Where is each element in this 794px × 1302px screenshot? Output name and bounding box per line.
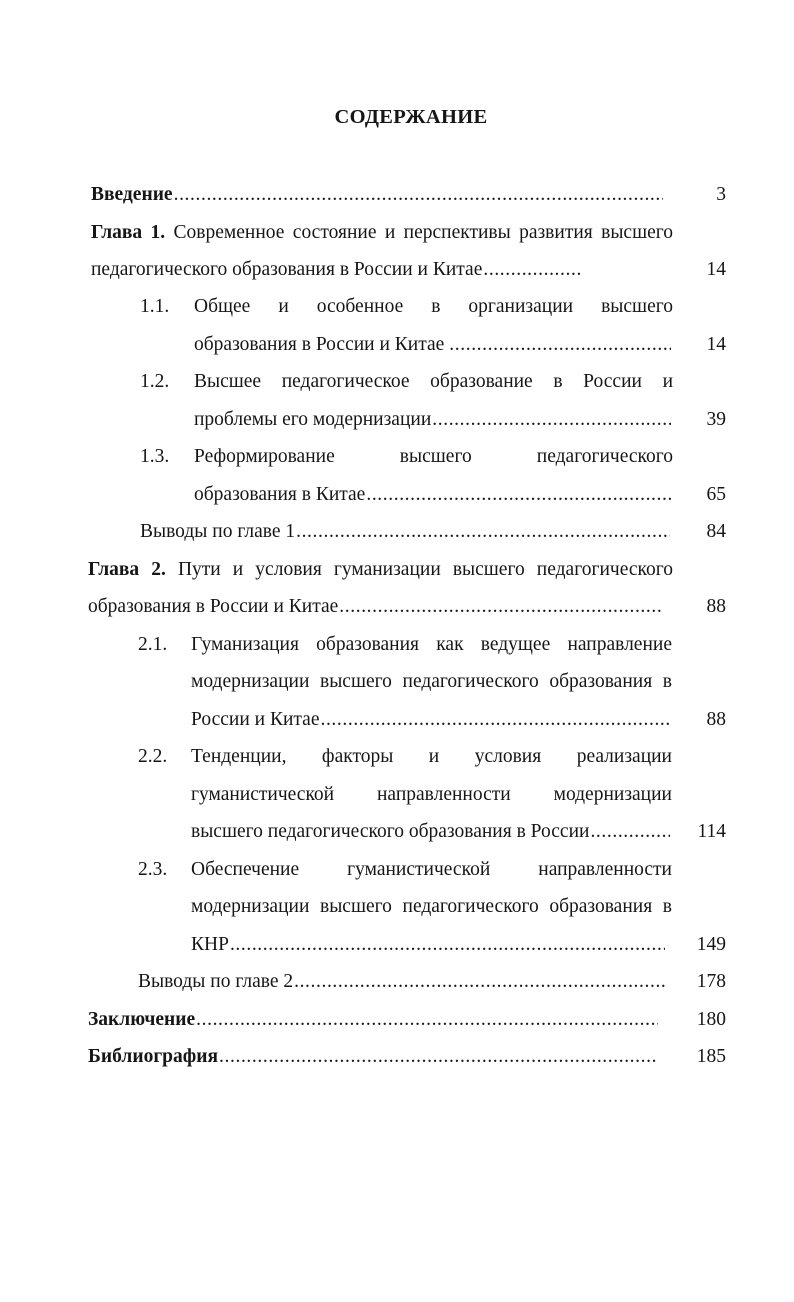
- toc-page-number: 114: [697, 821, 726, 842]
- toc-entry-section-2-3-cont2[interactable]: [0, 930, 794, 960]
- toc-page-number: 178: [696, 971, 726, 992]
- toc-entry-section-1-1-cont[interactable]: [0, 330, 794, 360]
- chapter-title-line: [91, 218, 673, 248]
- toc-page-number: 84: [706, 521, 726, 542]
- toc-entry-chapter1[interactable]: [0, 218, 794, 248]
- toc-entry-label: Библиография: [88, 1046, 219, 1067]
- chapter-title-text: образования в России и Китае: [88, 596, 339, 617]
- toc-entry-conclusions-2[interactable]: [0, 967, 794, 997]
- toc-page-number: 39: [706, 409, 726, 430]
- toc-entry-bibliography[interactable]: [0, 1042, 794, 1072]
- toc-entry-section-2-2-cont2[interactable]: [0, 817, 794, 847]
- section-title-text: образования в Китае: [194, 484, 366, 505]
- section-title-text: Общее и особенное в организации высшего: [194, 296, 673, 317]
- section-title-text: Реформирование высшего педагогического: [194, 446, 673, 467]
- toc-entry-label: Заключение: [88, 1009, 196, 1030]
- section-title-text: КНР: [191, 934, 229, 955]
- section-title-text: модернизации высшего педагогического образования в: [191, 671, 672, 692]
- toc-page-number: 14: [706, 259, 726, 280]
- toc-entry-label: Введение: [91, 184, 173, 205]
- toc-entry-section-1-1[interactable]: [0, 292, 794, 322]
- page-title: СОДЕРЖАНИЕ: [334, 106, 488, 128]
- chapter-prefix: Глава 1.: [91, 222, 166, 243]
- section-title-text: проблемы его модернизации: [194, 409, 432, 430]
- toc-page-number: 88: [706, 596, 726, 617]
- toc-entry-section-2-2-cont[interactable]: [0, 780, 794, 810]
- toc-page-number: 14: [706, 334, 726, 355]
- toc-entry-conclusion[interactable]: [0, 1005, 794, 1035]
- section-number: 1.2.: [140, 371, 170, 392]
- section-title-text: модернизации высшего педагогического образования в: [191, 896, 672, 917]
- toc-page-number: 180: [696, 1009, 726, 1030]
- section-title-text: Высшее педагогическое образование в России и: [194, 371, 673, 392]
- toc-entry-section-2-1[interactable]: [0, 630, 794, 660]
- toc-entry-section-1-2-cont[interactable]: [0, 405, 794, 435]
- toc-entry-section-2-1-cont[interactable]: [0, 667, 794, 697]
- toc-entry-section-2-1-cont2[interactable]: [0, 705, 794, 735]
- section-title-text: высшего педагогического образования в России: [191, 821, 590, 842]
- toc-entry-section-1-2[interactable]: [0, 367, 794, 397]
- section-number: 1.3.: [140, 446, 170, 467]
- section-title-text: образования в России и Китае: [194, 334, 445, 355]
- toc-page-number: 3: [716, 184, 726, 205]
- toc-entry-chapter1-cont[interactable]: [0, 255, 794, 285]
- section-title-text: Обеспечение гуманистической направленности: [191, 859, 672, 880]
- toc-entry-intro[interactable]: [0, 180, 794, 210]
- section-title-text: гуманистической направленности модернизации: [191, 784, 672, 805]
- section-number: 2.1.: [138, 634, 168, 655]
- toc-page-number: 149: [696, 934, 726, 955]
- chapter-title-text: Пути и условия гуманизации высшего педагогического: [177, 559, 673, 580]
- toc-entry-section-2-2[interactable]: [0, 742, 794, 772]
- section-number: 1.1.: [140, 296, 170, 317]
- toc-entry-label: Выводы по главе 1: [140, 521, 296, 542]
- toc-entry-conclusions-1[interactable]: [0, 517, 794, 547]
- section-title-text: Гуманизация образования как ведущее направление: [191, 634, 672, 655]
- toc-entry-section-1-3-cont[interactable]: [0, 480, 794, 510]
- toc-page-number: 65: [706, 484, 726, 505]
- toc-page-number: 185: [696, 1046, 726, 1067]
- toc-page-number: 88: [706, 709, 726, 730]
- section-title-text: России и Китае: [191, 709, 320, 730]
- toc-entry-chapter2-cont[interactable]: [0, 592, 794, 622]
- chapter-title-text: Современное состояние и перспективы развития высшего: [173, 222, 673, 243]
- toc-entry-section-1-3[interactable]: [0, 442, 794, 472]
- toc-entry-section-2-3[interactable]: [0, 855, 794, 885]
- toc-entry-chapter2[interactable]: [0, 555, 794, 585]
- toc-entry-section-2-3-cont[interactable]: [0, 892, 794, 922]
- chapter-prefix: Глава 2.: [88, 559, 166, 580]
- section-number: 2.2.: [138, 746, 168, 767]
- toc-entry-label: Выводы по главе 2: [138, 971, 294, 992]
- chapter-title-text: педагогического образования в России и Китае: [91, 259, 483, 280]
- section-title-text: Тенденции, факторы и условия реализации: [191, 746, 672, 767]
- section-number: 2.3.: [138, 859, 168, 880]
- chapter-title-line: [88, 555, 673, 585]
